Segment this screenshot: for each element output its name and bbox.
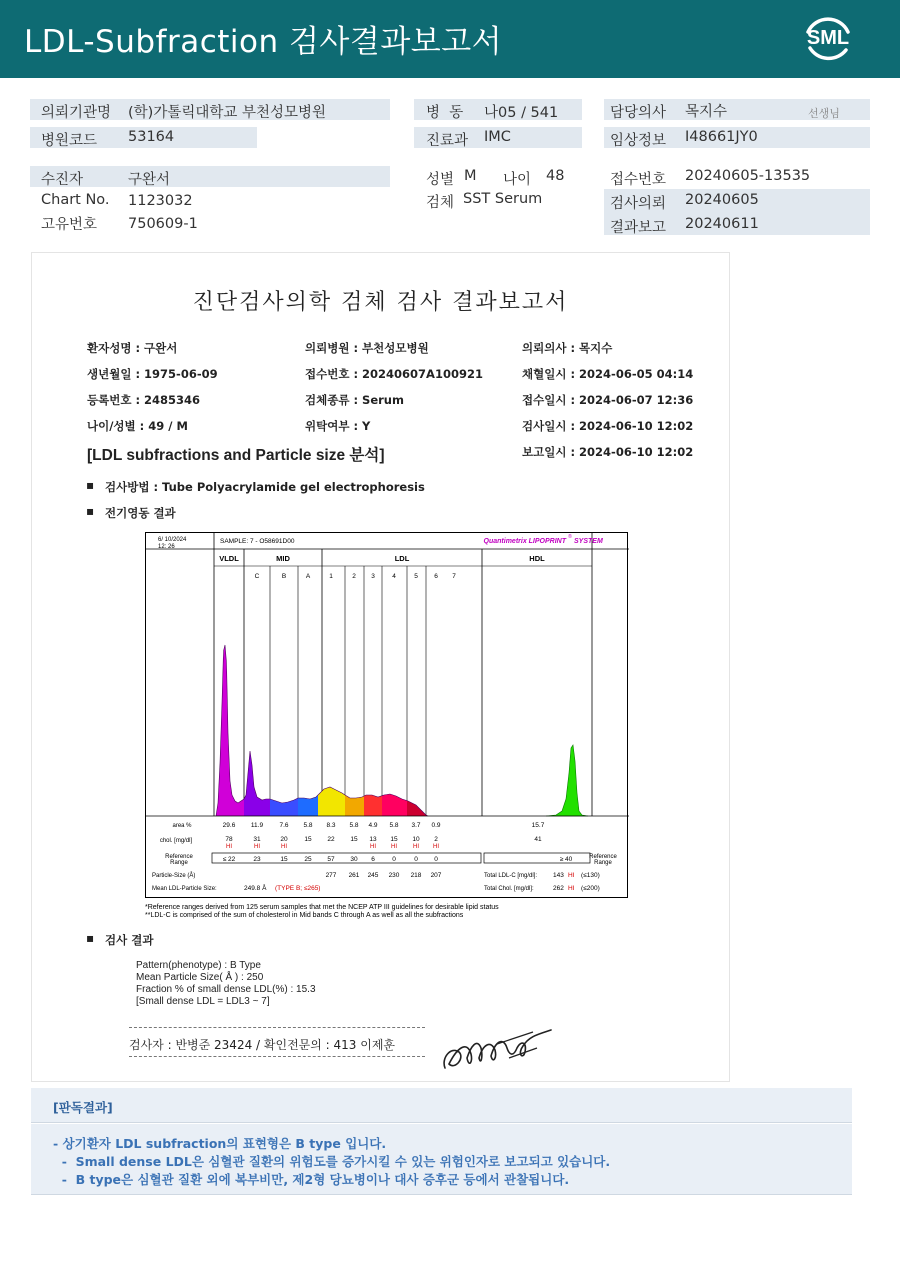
report-date-value: 20240611 [685, 216, 759, 232]
divider [129, 1027, 425, 1028]
band-label: 6 [434, 573, 438, 580]
chart-area-HDL [546, 745, 588, 816]
band-label: 2 [352, 573, 356, 580]
report-field: 생년월일 : 1975-06-09 [87, 367, 218, 381]
receipt-no-value: 20240605-13535 [685, 168, 811, 184]
particle-size-value: 218 [410, 872, 422, 879]
particle-size-value: 277 [325, 872, 337, 879]
chol-value: 10 [412, 836, 420, 843]
result-line: Pattern(phenotype) : B Type [136, 960, 261, 971]
request-date-value: 20240605 [685, 192, 759, 208]
doctor-suffix: 선생님 [808, 107, 840, 120]
hi-flag: HI [254, 844, 260, 850]
hi-flag: HI [433, 844, 439, 850]
result-line: Mean Particle Size( Å ) : 250 [136, 972, 264, 983]
chart-time: 12: 26 [158, 544, 175, 550]
hospital-code-value: 53164 [128, 129, 175, 145]
ref-range-box-hdl [484, 853, 590, 863]
area-value: 4.9 [368, 822, 378, 829]
total-chol-value: 262 [553, 885, 564, 892]
hi-flag: HI [370, 844, 376, 850]
particle-size-value: 245 [367, 872, 379, 879]
chart-area-4 [382, 794, 407, 816]
age-label: 나이 [503, 172, 532, 188]
hi-flag: HI [413, 844, 419, 850]
particle-size-value: 207 [430, 872, 442, 879]
mean-ldl-label: Mean LDL-Particle Size: [152, 886, 217, 892]
ref-value: ≤ 22 [222, 856, 236, 863]
group-label: LDL [394, 554, 410, 563]
band-label: 4 [392, 573, 396, 580]
area-value: 7.6 [279, 822, 289, 829]
institution-label: 의뢰기관명 [41, 105, 112, 121]
verdict-line: - 상기환자 LDL subfraction의 표현형은 B type 입니다. [53, 1136, 387, 1151]
report-field: 접수일시 : 2024-06-07 12:36 [522, 393, 694, 407]
ref-value: 25 [304, 856, 312, 863]
ward-value: 나05 / 541 [484, 105, 559, 121]
specimen-value: SST Serum [463, 191, 543, 207]
ref-value: ≥ 40 [559, 856, 573, 863]
lipoprint-svg [146, 533, 629, 899]
area-value: 5.8 [389, 822, 399, 829]
band-label: 5 [414, 573, 418, 580]
row-label-ref-right: Reference [589, 854, 617, 860]
total-chol-label: Total Chol. [mg/dl]: [484, 886, 534, 892]
area-value: 5.8 [303, 822, 313, 829]
chol-value: 31 [253, 836, 261, 843]
unique-no-value: 750609-1 [128, 216, 198, 232]
total-chol-flag: HI [568, 885, 575, 892]
chart-sample: SAMPLE: 7 - O58691D00 [220, 538, 295, 545]
band-label: 3 [371, 573, 375, 580]
group-label: MID [276, 554, 290, 563]
sml-logo [800, 12, 856, 66]
divider [129, 1056, 425, 1057]
chol-value: 22 [327, 836, 335, 843]
chart-no-label: Chart No. [41, 192, 110, 208]
total-ldl-ref: (≤130) [581, 872, 600, 879]
area-value: 0.9 [431, 822, 441, 829]
electrophoresis-heading: ▪ 전기영동 결과 [105, 505, 176, 521]
particle-size-value: 261 [348, 872, 360, 879]
report-field: 검체종류 : Serum [305, 393, 404, 407]
ref-value: 23 [253, 856, 261, 863]
patient-label: 수진자 [41, 172, 84, 188]
ref-value: 57 [327, 856, 335, 863]
area-value: 8.3 [326, 822, 336, 829]
verdict-line: - Small dense LDL은 심혈관 질환의 위험도를 증가시킬 수 있는 위험인자로 보고되고 있습니다. [53, 1154, 611, 1169]
ref-value: 30 [350, 856, 358, 863]
chart-brand-suffix: SYSTEM [574, 538, 603, 545]
report-field: 환자성명 : 구완서 [87, 341, 178, 355]
report-field: 보고일시 : 2024-06-10 12:02 [522, 445, 694, 459]
verdict-title: [판독결과] [53, 1100, 113, 1115]
clinical-info-label: 임상정보 [610, 133, 667, 149]
lab-report [31, 252, 730, 1082]
ward-label: 병 동 [426, 105, 464, 121]
report-field: 나이/성별 : 49 / M [87, 419, 188, 433]
unique-no-label: 고유번호 [41, 217, 98, 233]
area-value: 3.7 [411, 822, 421, 829]
hi-flag: HI [281, 844, 287, 850]
area-value: 15.7 [531, 822, 545, 829]
ref-value: 0 [414, 856, 418, 863]
row-label-chol: chol. [mg/dl] [159, 838, 193, 844]
chart-brand-mark: ® [568, 534, 572, 540]
verdict-line: - B type은 심혈관 질환 외에 복부비만, 제2형 당뇨병이나 대사 증후군 등에서 관찰됩니다. [53, 1172, 570, 1187]
report-field: 채혈일시 : 2024-06-05 04:14 [522, 367, 694, 381]
clinical-info-value: I48661JY0 [685, 129, 758, 145]
row-label-ref: Reference [165, 854, 193, 860]
signature-line: 검사자 : 반병준 23424 / 확인전문의 : 413 이제훈 [129, 1038, 396, 1052]
hi-flag: HI [226, 844, 232, 850]
chart-area-3 [364, 795, 382, 816]
page-header [0, 0, 900, 78]
report-field: 의뢰의사 : 목지수 [522, 341, 613, 355]
chol-value: 15 [304, 836, 312, 843]
band-label: 7 [452, 573, 456, 580]
chol-value: 2 [434, 836, 438, 843]
result-line: Fraction % of small dense LDL(%) : 15.3 [136, 984, 316, 995]
ref-value: 6 [371, 856, 375, 863]
sex-label: 성별 [426, 172, 455, 188]
report-field: 등록번호 : 2485346 [87, 393, 201, 407]
report-title: 진단검사의학 검체 검사 결과보고서 [192, 290, 569, 315]
hospital-code-label: 병원코드 [41, 133, 98, 149]
ref-range-box [212, 853, 481, 863]
chol-value: 41 [534, 836, 542, 843]
request-date-label: 검사의뢰 [610, 196, 667, 212]
chol-value: 20 [280, 836, 288, 843]
department-label: 진료과 [426, 133, 469, 149]
report-field: 의뢰병원 : 부천성모병원 [305, 341, 429, 355]
mean-ldl-value: 249.8 Å [244, 885, 267, 892]
chol-value: 15 [390, 836, 398, 843]
total-chol-ref: (≤200) [581, 885, 600, 892]
section-heading: [LDL subfractions and Particle size 분석] [87, 447, 385, 464]
ref-value: 0 [392, 856, 396, 863]
patient-value: 구완서 [128, 172, 171, 188]
band-label: 1 [329, 573, 333, 580]
result-heading: ▪ 검사 결과 [105, 932, 153, 948]
chol-value: 13 [369, 836, 377, 843]
chol-value: 78 [225, 836, 233, 843]
verdict-body-panel [31, 1124, 852, 1195]
sex-value: M [464, 168, 477, 184]
chart-no-value: 1123032 [128, 193, 193, 209]
report-field: 위탁여부 : Y [305, 419, 371, 433]
chart-date: 6/ 10/2024 [158, 537, 187, 543]
group-label: HDL [529, 554, 545, 563]
page-title: LDL-Subfraction 검사결과보고서 [24, 24, 503, 60]
row-label-area: area % [172, 823, 192, 829]
chol-value: 15 [350, 836, 358, 843]
signature-image [437, 1018, 557, 1078]
total-ldl-label: Total LDL-C [mg/dl]: [484, 873, 538, 879]
band-label: C [254, 573, 260, 580]
footnote: **LDL-C is comprised of the sum of cholesterol in Mid bands C through A as well as all the subfractions [145, 912, 464, 919]
method-line: ▪ 검사방법 : Tube Polyacrylamide gel electrophoresis [105, 479, 425, 495]
info-box-patient [30, 166, 390, 187]
row-label-ref: Range [170, 860, 188, 866]
logo-text: SML [806, 27, 850, 49]
ref-value: 0 [434, 856, 438, 863]
area-value: 11.9 [250, 822, 264, 829]
chart-brand: Quantimetrix LIPOPRINT [483, 538, 566, 545]
total-ldl-value: 143 [553, 872, 564, 879]
band-label: B [281, 573, 287, 580]
lipoprint-chart [145, 532, 628, 898]
report-date-label: 결과보고 [610, 220, 667, 236]
ref-value: 15 [280, 856, 288, 863]
particle-size-label: Particle-Size (Å) [152, 873, 196, 879]
area-value: 29.6 [222, 822, 236, 829]
area-value: 5.8 [349, 822, 359, 829]
group-label: VLDL [219, 554, 239, 563]
chart-area-C [244, 751, 270, 816]
particle-size-value: 230 [388, 872, 400, 879]
report-field: 접수번호 : 20240607A100921 [305, 367, 483, 381]
specimen-label: 검체 [426, 195, 455, 211]
institution-value: (학)가톨릭대학교 부천성모병원 [128, 105, 327, 121]
department-value: IMC [484, 129, 511, 145]
age-value: 48 [546, 168, 565, 184]
hi-flag: HI [391, 844, 397, 850]
receipt-no-label: 접수번호 [610, 172, 667, 188]
mean-ldl-type: (TYPE B; ≤265) [275, 885, 321, 892]
band-label: A [305, 573, 311, 580]
row-label-ref-right: Range [594, 860, 612, 866]
verdict-title-panel [31, 1088, 852, 1123]
report-field: 검사일시 : 2024-06-10 12:02 [522, 419, 694, 433]
result-line: [Small dense LDL = LDL3 ~ 7] [136, 996, 270, 1007]
doctor-label: 담당의사 [610, 105, 667, 121]
footnote: *Reference ranges derived from 125 serum samples that met the NCEP ATP III guidelines for desirable lipid status [145, 904, 499, 911]
total-ldl-flag: HI [568, 872, 575, 879]
doctor-value: 목지수 [685, 104, 728, 120]
